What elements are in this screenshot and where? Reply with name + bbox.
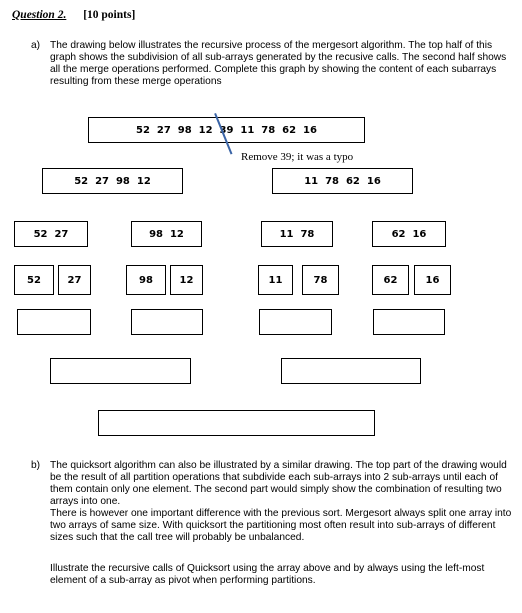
part-b-paragraph-1: The quicksort algorithm can also be illustrated by a similar drawing. The top part of the drawing would be the result of all partition operations that subdivide each sub-arrays into 2 sub-arrays until each of them contain only one element. The second part would simply show the combination of resulting two arrays into one. [50, 460, 507, 507]
merge1-array-2 [131, 309, 203, 335]
merge3-array [98, 410, 375, 436]
merge2-array-2 [281, 358, 421, 384]
typo-note: Remove 39; it was a typo [241, 151, 354, 163]
part-a-marker: a) [31, 40, 41, 51]
level3-array-7: 62 [372, 265, 409, 295]
level3-array-6: 78 [302, 265, 339, 295]
merge1-array-3 [259, 309, 332, 335]
part-b-paragraph-3: Illustrate the recursive calls of Quicksort using the array above and by always using the left-most element of a sub-array as pivot when performing partitions. [50, 563, 485, 586]
level3-array-4: 12 [170, 265, 203, 295]
merge1-array-4 [373, 309, 445, 335]
question-number: Question 2. [12, 9, 67, 21]
level3-array-1: 52 [14, 265, 54, 295]
level3-array-2: 27 [58, 265, 91, 295]
root-array: 52 27 98 12 39 11 78 62 16 [88, 117, 365, 143]
question-points: [10 points] [83, 9, 136, 21]
level1-right-array: 11 78 62 16 [272, 168, 413, 194]
part-a-text: The drawing below illustrates the recursive process of the mergesort algorithm. The top half of this graph shows the subdivision of all sub-arrays generated by the recusive calls. The second half shows all the merge operations performed. Complete this graph by showing the content of each subarrays resulting from these merge operations [50, 40, 507, 87]
level1-left-array: 52 27 98 12 [42, 168, 183, 194]
merge2-array-1 [50, 358, 191, 384]
level2-array-1: 52 27 [14, 221, 88, 247]
part-b-marker: b) [31, 460, 41, 471]
question-header [12, 9, 135, 21]
level2-array-4: 62 16 [372, 221, 446, 247]
level2-array-3: 11 78 [261, 221, 333, 247]
part-b-paragraph-2: There is however one important difference with the previous sort. Mergesort always split one array into two arrays of same size. With quicksort the partitioning most often result into sub-arrays of different sizes such that the call tree will probably be unbalanced. [50, 508, 512, 543]
level3-array-3: 98 [126, 265, 166, 295]
level3-array-8: 16 [414, 265, 451, 295]
merge1-array-1 [17, 309, 91, 335]
level3-array-5: 11 [258, 265, 293, 295]
level2-array-2: 98 12 [131, 221, 202, 247]
